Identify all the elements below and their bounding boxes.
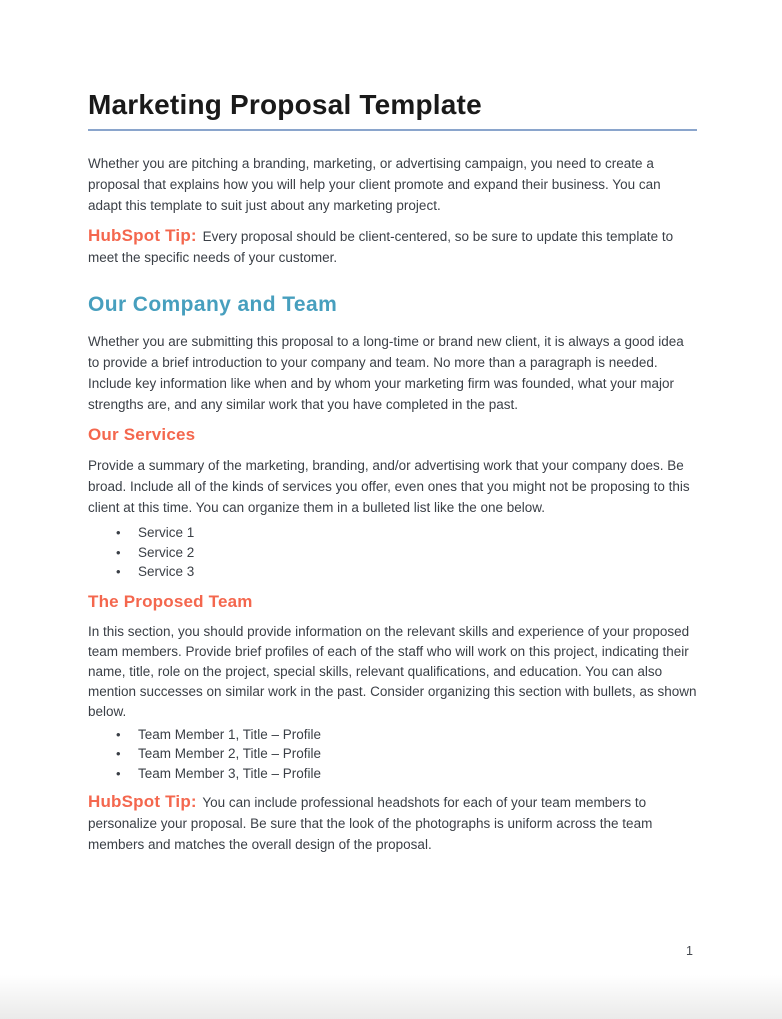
hubspot-tip-1-label: HubSpot Tip: bbox=[88, 226, 197, 245]
page-number: 1 bbox=[686, 944, 693, 958]
proposed-team-list bbox=[88, 725, 697, 784]
intro-paragraph: Whether you are pitching a branding, marketing, or advertising campaign, you need to create a proposal that explains how you will help your client promote and expand their business. You can adapt this template to suit just about any marketing project. bbox=[88, 156, 661, 213]
list-item: • Service 3 bbox=[88, 562, 697, 582]
page-title: Marketing Proposal Template bbox=[88, 89, 482, 120]
title-divider bbox=[88, 129, 697, 131]
subsection-heading-proposed-team: The Proposed Team bbox=[88, 591, 253, 611]
proposed-team-paragraph: In this section, you should provide information on the relevant skills and experience of your proposed team members. Provide brief profiles of each of the staff who will work on this project, indicating their name, title, role on the project, special skills, relevant qualifications, and education. You can also mention successes on similar work in the past. Consider organizing this section with bullets, as shown below. bbox=[88, 623, 697, 719]
hubspot-tip-2-text: You can include professional headshots for each of your team members to personalize your proposal. Be sure that the look of the photographs is uniform across the team members and matches the overall design of the proposal. bbox=[88, 795, 653, 852]
hubspot-tip-1 bbox=[88, 225, 697, 268]
list-item: • Service 2 bbox=[88, 543, 697, 563]
document-content bbox=[88, 0, 697, 855]
services-paragraph: Provide a summary of the marketing, branding, and/or advertising work that your company does. Be broad. Include all of the kinds of services you offer, even ones that you might not be proposing to this client at this time. You can organize them in a bulleted list like the one below. bbox=[88, 458, 690, 515]
list-item: • Team Member 3, Title – Profile bbox=[88, 764, 697, 784]
hubspot-tip-1-text: Every proposal should be client-centered, so be sure to update this template to meet the specific needs of your customer. bbox=[88, 229, 674, 265]
company-team-paragraph: Whether you are submitting this proposal to a long-time or brand new client, it is always a good idea to provide a brief introduction to your company and team. No more than a paragraph is needed. Include key information like when and by whom your marketing firm was founded, what your major strengths are, and any similar work that you have completed in the past. bbox=[88, 334, 684, 412]
hubspot-tip-2 bbox=[88, 791, 697, 855]
list-item: • Team Member 1, Title – Profile bbox=[88, 725, 697, 745]
list-item: • Team Member 2, Title – Profile bbox=[88, 744, 697, 764]
list-item: • Service 1 bbox=[88, 523, 697, 543]
page-bottom-edge-shade bbox=[0, 975, 782, 1019]
hubspot-tip-2-label: HubSpot Tip: bbox=[88, 792, 197, 811]
section-heading-company-and-team: Our Company and Team bbox=[88, 293, 338, 316]
services-list bbox=[88, 523, 697, 582]
subsection-heading-our-services: Our Services bbox=[88, 425, 196, 444]
